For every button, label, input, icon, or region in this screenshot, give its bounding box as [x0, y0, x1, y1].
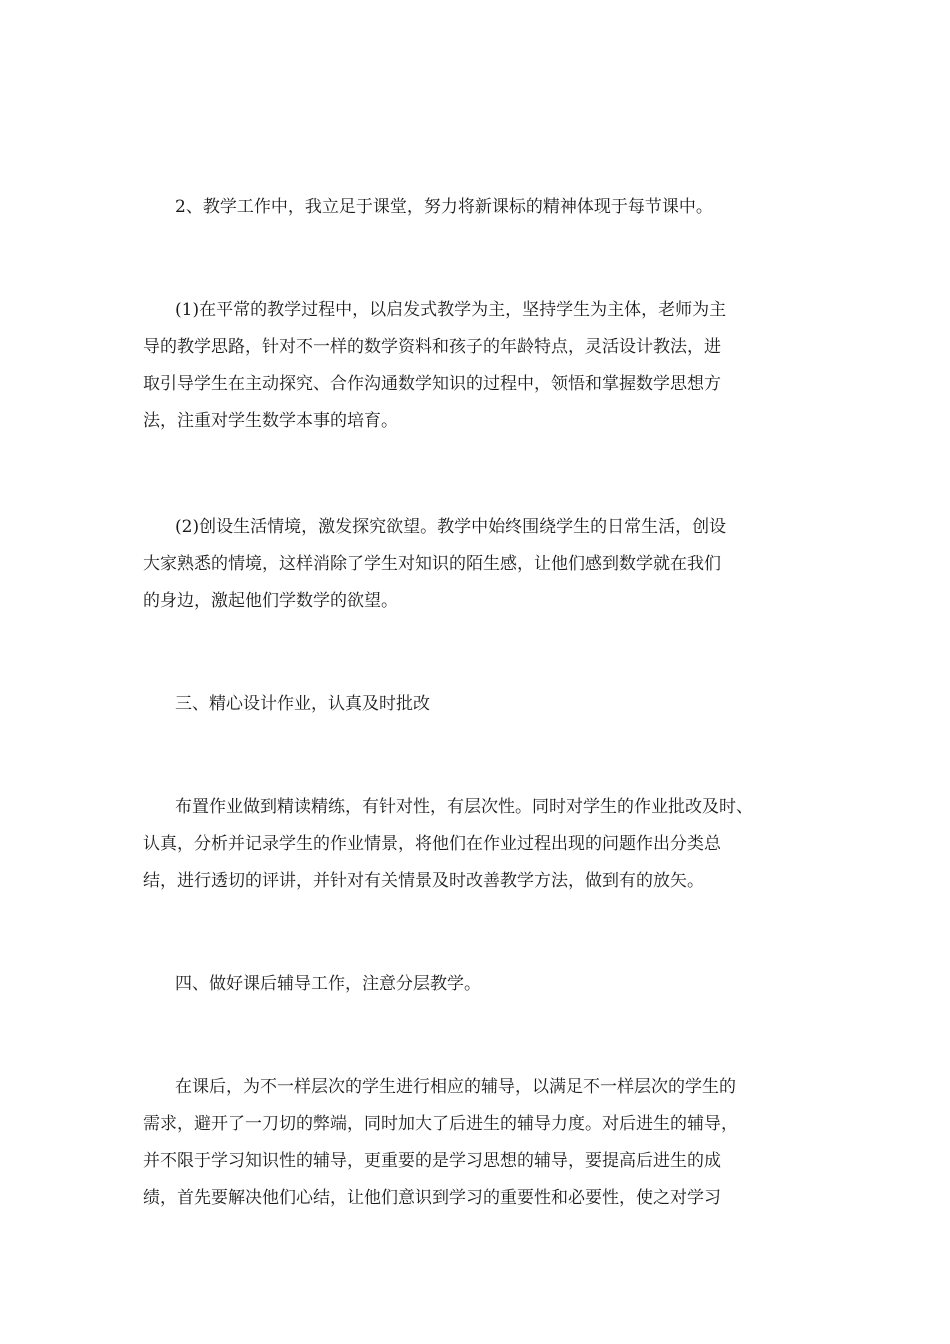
paragraph-life-situations	[143, 509, 813, 620]
text-line: 结，进行透切的评讲，并针对有关情景及时改善教学方法，做到有的放矢。	[143, 871, 704, 891]
paragraph-heuristic-teaching	[143, 292, 813, 440]
text-line: 并不限于学习知识性的辅导，更重要的是学习思想的辅导，要提高后进生的成	[143, 1151, 721, 1171]
text-line: 绩，首先要解决他们心结，让他们意识到学习的重要性和必要性，使之对学习	[143, 1188, 721, 1208]
text-line: 布置作业做到精读精练，有针对性，有层次性。同时对学生的作业批改及时、	[175, 797, 753, 817]
paragraph-tutoring	[143, 1069, 813, 1217]
text-line: (1)在平常的教学过程中，以启发式教学为主，坚持学生为主体，老师为主	[175, 300, 727, 320]
paragraph-homework	[143, 789, 813, 900]
section-heading-tutoring	[143, 966, 813, 1003]
text-line: 的身边，激起他们学数学的欲望。	[143, 591, 398, 611]
text-line: 在课后，为不一样层次的学生进行相应的辅导，以满足不一样层次的学生的	[175, 1077, 736, 1097]
text-line: 三、精心设计作业，认真及时批改	[175, 694, 430, 714]
section-heading-homework	[143, 686, 813, 723]
text-line: 大家熟悉的情境，这样消除了学生对知识的陌生感，让他们感到数学就在我们	[143, 554, 721, 574]
text-line: 2、教学工作中，我立足于课堂，努力将新课标的精神体现于每节课中。	[175, 197, 713, 217]
text-line: 需求，避开了一刀切的弊端，同时加大了后进生的辅导力度。对后进生的辅导，	[143, 1114, 738, 1134]
text-line: (2)创设生活情境，激发探究欲望。教学中始终围绕学生的日常生活，创设	[175, 517, 727, 537]
text-line: 取引导学生在主动探究、合作沟通数学知识的过程中，领悟和掌握数学思想方	[143, 374, 721, 394]
text-line: 导的教学思路，针对不一样的数学资料和孩子的年龄特点，灵活设计教法，进	[143, 337, 721, 357]
text-line: 四、做好课后辅导工作，注意分层教学。	[175, 974, 481, 994]
paragraph-teaching-work	[143, 189, 813, 226]
text-line: 认真，分析并记录学生的作业情景，将他们在作业过程出现的问题作出分类总	[143, 834, 721, 854]
text-line: 法，注重对学生数学本事的培育。	[143, 411, 398, 431]
